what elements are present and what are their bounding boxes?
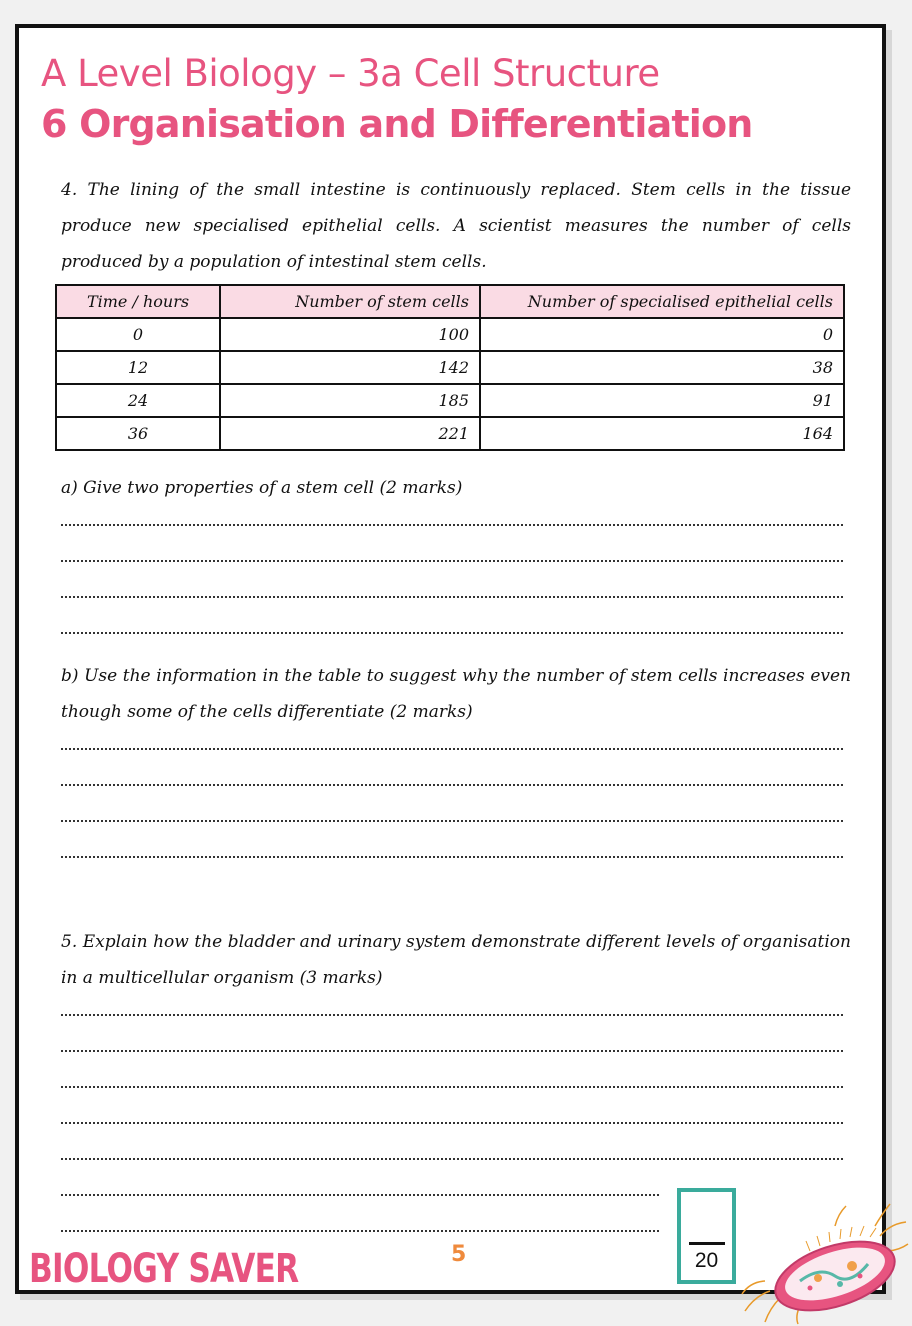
- question-4-text: 4. The lining of the small intestine is continuously replaced. Stem cells in the tissue produce new specialised epithelial cells. A scientist measures the number of cells produced by a population of intestinal stem cells.: [61, 180, 851, 272]
- table-cell: 24: [56, 384, 220, 417]
- answer-line[interactable]: [61, 1230, 659, 1232]
- table-cell: 12: [56, 351, 220, 384]
- table-cell: 0: [480, 318, 844, 351]
- stem-cell-data-table: [55, 284, 845, 451]
- table-row: [56, 318, 844, 351]
- table-cell: 91: [480, 384, 844, 417]
- table-header-row: [56, 285, 844, 318]
- table-cell: 221: [220, 417, 480, 450]
- table-row: [56, 384, 844, 417]
- table-cell: 38: [480, 351, 844, 384]
- page-title: A Level Biology – 3a Cell Structure: [41, 52, 660, 95]
- bacterium-illustration-icon: [740, 1196, 910, 1326]
- table-cell: 142: [220, 351, 480, 384]
- score-box[interactable]: [677, 1188, 736, 1284]
- table-row: [56, 351, 844, 384]
- score-divider: [689, 1242, 725, 1245]
- answer-line[interactable]: [61, 748, 843, 750]
- page-subtitle: 6 Organisation and Differentiation: [41, 102, 753, 146]
- question-4b-text: b) Use the information in the table to suggest why the number of stem cells increases even though some of the cells differentiate (2 marks): [61, 666, 851, 722]
- answer-line[interactable]: [61, 1014, 843, 1016]
- answer-line[interactable]: [61, 1194, 659, 1196]
- answer-line[interactable]: [61, 820, 843, 822]
- table-header-stem-cells: Number of stem cells: [220, 285, 480, 318]
- answer-line[interactable]: [61, 560, 843, 562]
- page-shadow-right: [886, 30, 892, 1298]
- answer-line[interactable]: [61, 596, 843, 598]
- table-row: [56, 417, 844, 450]
- table-header-epithelial-cells: Number of specialised epithelial cells: [480, 285, 844, 318]
- table-header-time: Time / hours: [56, 285, 220, 318]
- answer-line[interactable]: [61, 1158, 843, 1160]
- answer-line[interactable]: [61, 524, 843, 526]
- table-cell: 36: [56, 417, 220, 450]
- score-total: 20: [694, 1249, 719, 1272]
- answer-line[interactable]: [61, 1086, 843, 1088]
- answer-line[interactable]: [61, 1050, 843, 1052]
- answer-line[interactable]: [61, 856, 843, 858]
- page-number: 5: [451, 1242, 467, 1267]
- worksheet-page: [15, 24, 886, 1294]
- answer-line[interactable]: [61, 632, 843, 634]
- table-cell: 0: [56, 318, 220, 351]
- answer-line[interactable]: [61, 1122, 843, 1124]
- question-4a-text: a) Give two properties of a stem cell (2 marks): [61, 478, 463, 498]
- question-5-text: 5. Explain how the bladder and urinary system demonstrate different levels of organisation in a multicellular organism (3 marks): [61, 932, 851, 988]
- biology-saver-logo: BIOLOGY SAVER: [29, 1246, 299, 1292]
- table-cell: 164: [480, 417, 844, 450]
- table-cell: 100: [220, 318, 480, 351]
- table-cell: 185: [220, 384, 480, 417]
- answer-line[interactable]: [61, 784, 843, 786]
